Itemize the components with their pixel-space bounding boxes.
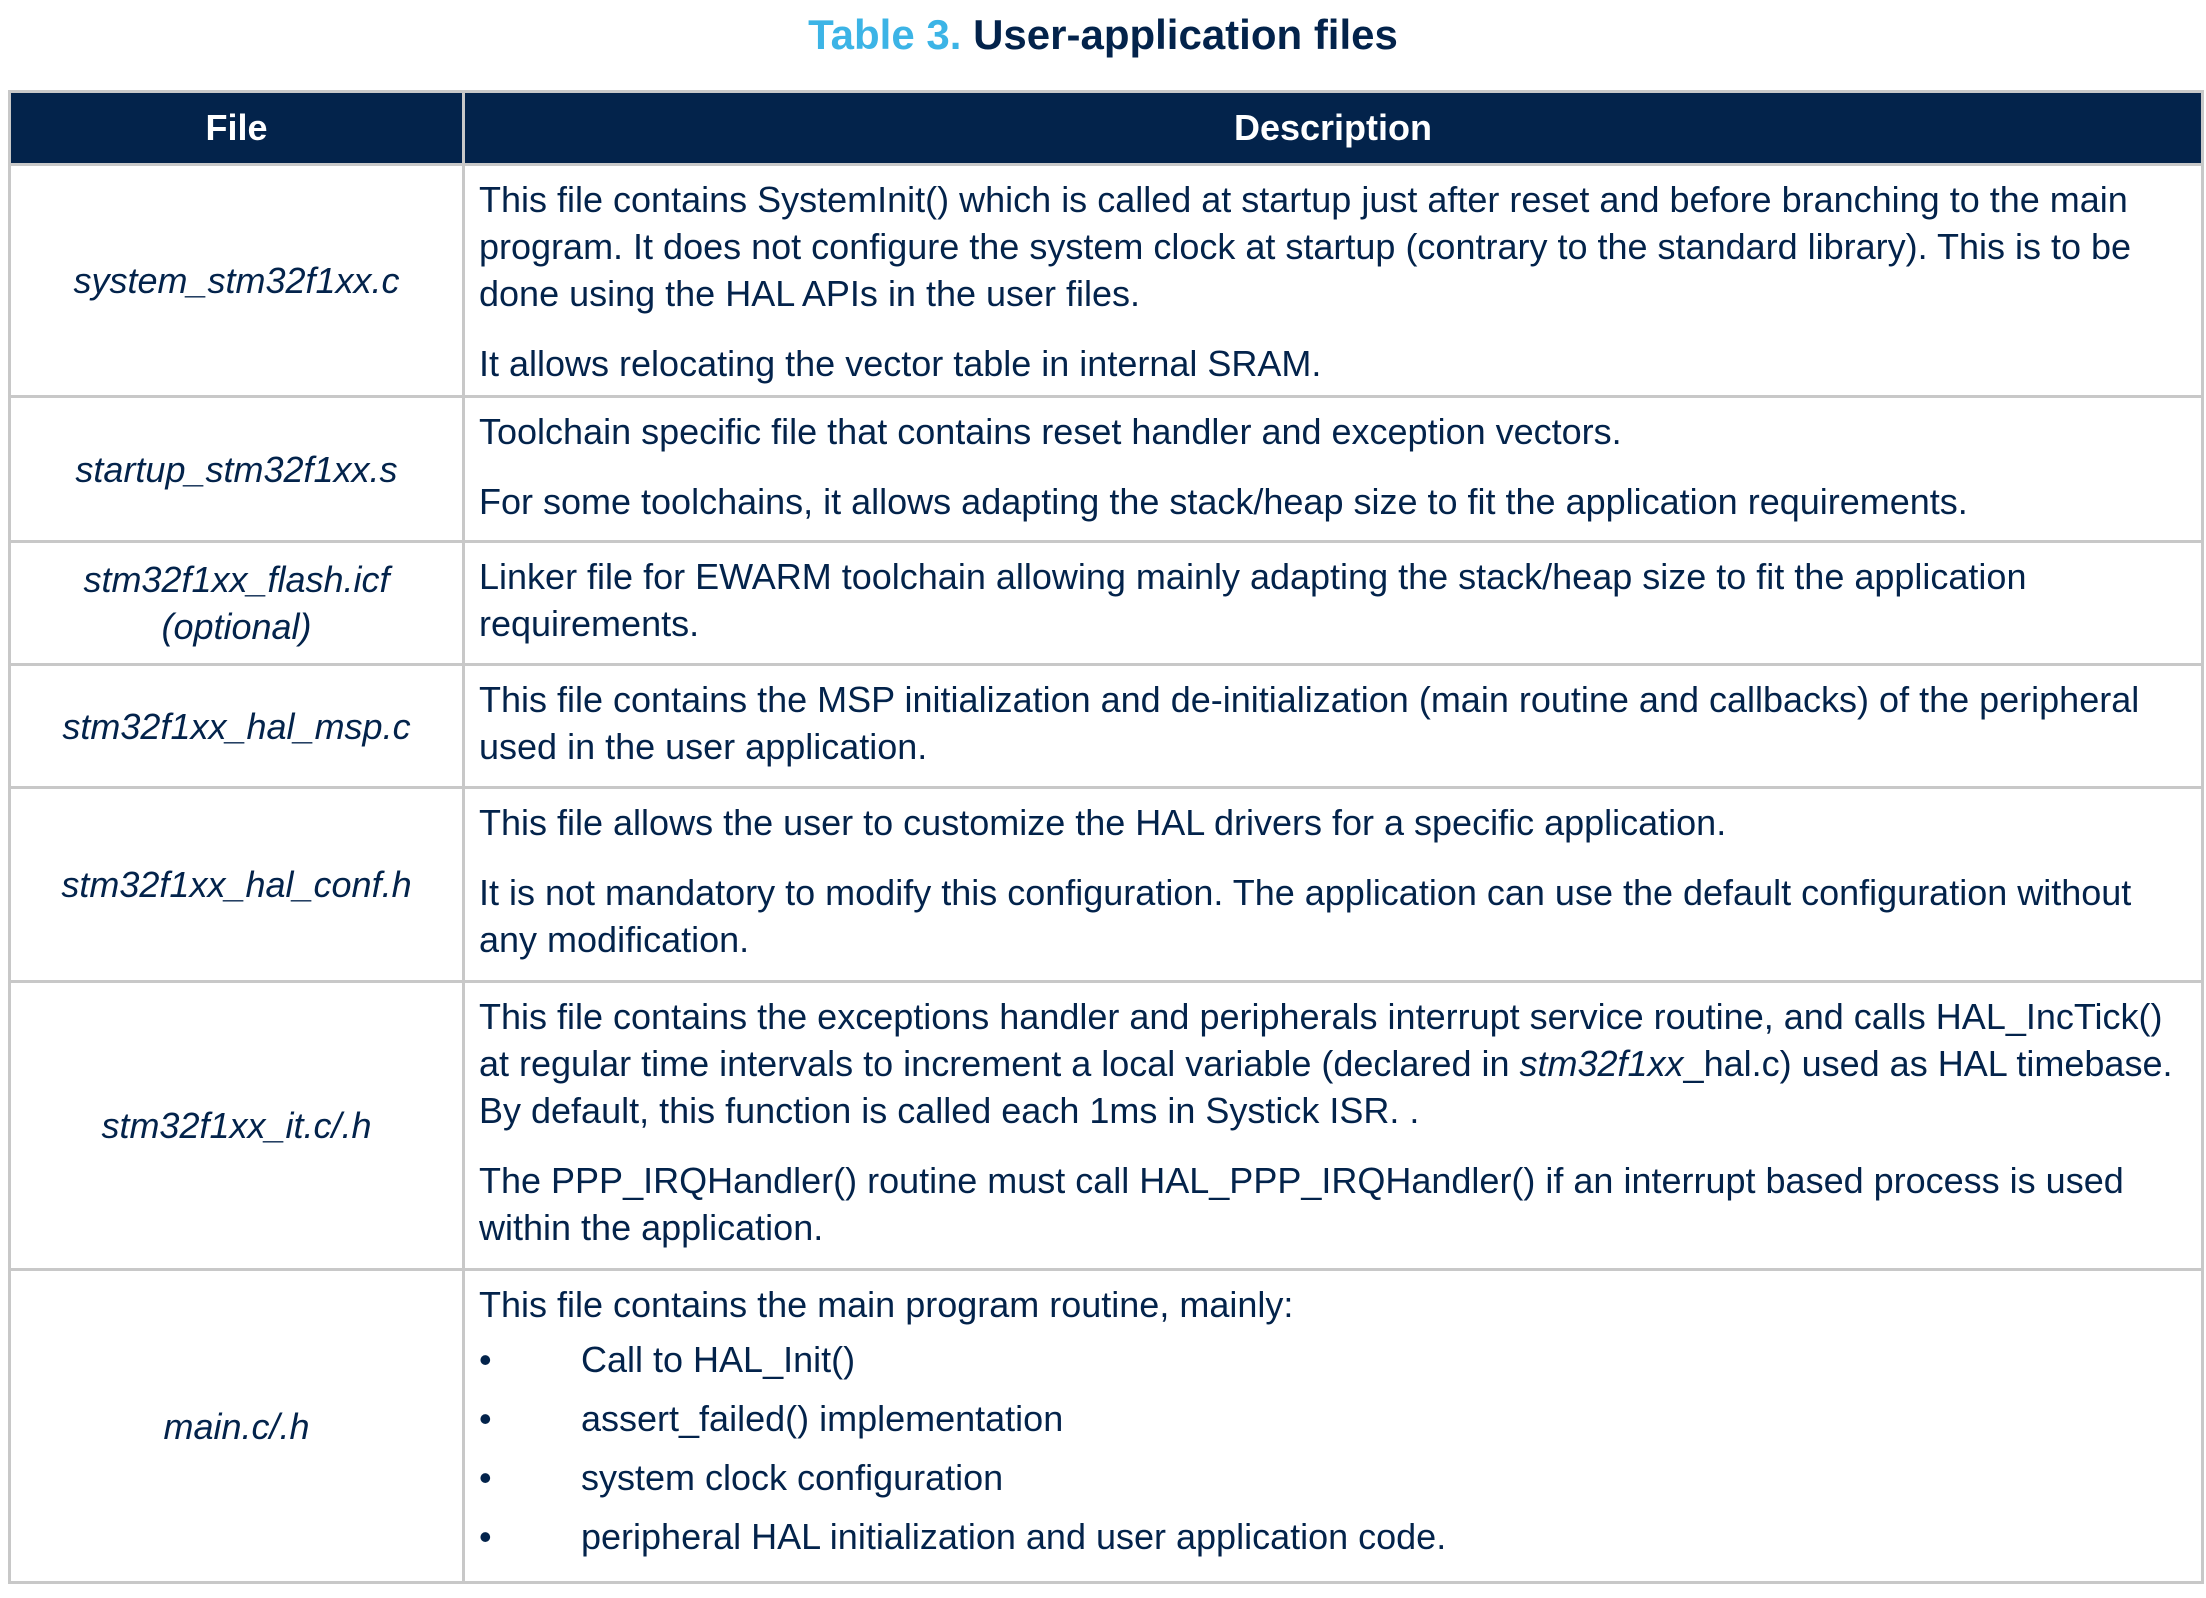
- description-text: _hal.c) used as HAL timebase. By default, this function is called each 1ms in Systick ISR. .: [479, 1043, 2173, 1131]
- file-name: startup_stm32f1xx.s: [75, 448, 398, 490]
- bullet-list: [479, 1336, 2181, 1560]
- description-paragraph: For some toolchains, it allows adapting the stack/heap size to fit the application requirements.: [479, 481, 1968, 522]
- list-item-text: Call to HAL_Init(): [581, 1339, 856, 1380]
- table-number: Table 3.: [808, 11, 962, 58]
- description-cell: [464, 542, 2203, 665]
- list-item: [479, 1395, 2181, 1442]
- description-paragraph: Toolchain specific file that contains reset handler and exception vectors.: [479, 411, 1622, 452]
- file-name: stm32f1xx_flash.icf: [83, 559, 390, 600]
- bullet-marker: •: [479, 1516, 492, 1557]
- file-cell: [10, 788, 464, 982]
- description-paragraph: This file contains the MSP initialization and de-initialization (main routine and callbacks) of the peripheral used in the user application.: [479, 679, 2140, 767]
- file-cell: [10, 542, 464, 665]
- file-cell: [10, 982, 464, 1270]
- list-item-text: peripheral HAL initialization and user application code.: [581, 1516, 1447, 1557]
- table-title: User-application files: [973, 11, 1398, 58]
- description-paragraph: This file allows the user to customize the HAL drivers for a specific application.: [479, 802, 1727, 843]
- column-header-description: Description: [464, 92, 2203, 165]
- list-item: [479, 1454, 2181, 1501]
- list-item-text: assert_failed() implementation: [581, 1398, 1064, 1439]
- bullet-marker: •: [479, 1398, 492, 1439]
- file-cell: [10, 165, 464, 397]
- table-row: [10, 982, 2203, 1270]
- description-paragraph: The PPP_IRQHandler() routine must call HAL_PPP_IRQHandler() if an interrupt based process is used within the application.: [479, 1160, 2124, 1248]
- bullet-marker: •: [479, 1339, 492, 1380]
- bullet-marker: •: [479, 1457, 492, 1498]
- description-cell: [464, 165, 2203, 397]
- table-caption: [0, 10, 2206, 60]
- table-row: [10, 397, 2203, 542]
- description-cell: [464, 982, 2203, 1270]
- file-cell: [10, 397, 464, 542]
- table-row: [10, 665, 2203, 788]
- description-italic-text: stm32f1xx: [1519, 1043, 1684, 1084]
- list-item: [479, 1513, 2181, 1560]
- description-text: This file contains the exceptions handler and peripherals interrupt service routine, and calls HAL_IncTick() at regular time intervals to increment a local variable (declared in: [479, 996, 2163, 1084]
- description-cell: [464, 397, 2203, 542]
- list-item: [479, 1336, 2181, 1383]
- description-cell: [464, 788, 2203, 982]
- list-item-text: system clock configuration: [581, 1457, 1004, 1498]
- table-header-row: [10, 92, 2203, 165]
- file-name: system_stm32f1xx.c: [73, 260, 400, 301]
- description-paragraph: It allows relocating the vector table in internal SRAM.: [479, 343, 1322, 384]
- table-row: [10, 788, 2203, 982]
- description-cell: [464, 1270, 2203, 1583]
- table-row: [10, 165, 2203, 397]
- user-application-files-table: [8, 90, 2204, 1584]
- description-paragraph: Linker file for EWARM toolchain allowing mainly adapting the stack/heap size to fit the application requirements.: [479, 556, 2027, 644]
- description-paragraph: This file contains the main program routine, mainly:: [479, 1284, 1294, 1325]
- file-cell: [10, 665, 464, 788]
- column-header-file: File: [10, 92, 464, 165]
- description-cell: [464, 665, 2203, 788]
- table-row: [10, 542, 2203, 665]
- file-optional-note: (optional): [161, 606, 312, 647]
- file-name: stm32f1xx_hal_conf.h: [61, 864, 412, 905]
- file-cell: [10, 1270, 464, 1583]
- file-name: stm32f1xx_it.c/.h: [101, 1105, 372, 1146]
- description-paragraph: [479, 993, 2181, 1134]
- description-paragraph: This file contains SystemInit() which is called at startup just after reset and before branching to the main program. It does not configure the system clock at startup (contrary to the standard library). This is to be done using the HAL APIs in the user files.: [479, 179, 2132, 314]
- description-paragraph: It is not mandatory to modify this configuration. The application can use the default configuration without any modification.: [479, 872, 2132, 960]
- table-row: [10, 1270, 2203, 1583]
- file-name: stm32f1xx_hal_msp.c: [62, 705, 411, 747]
- file-name: main.c/.h: [163, 1405, 310, 1447]
